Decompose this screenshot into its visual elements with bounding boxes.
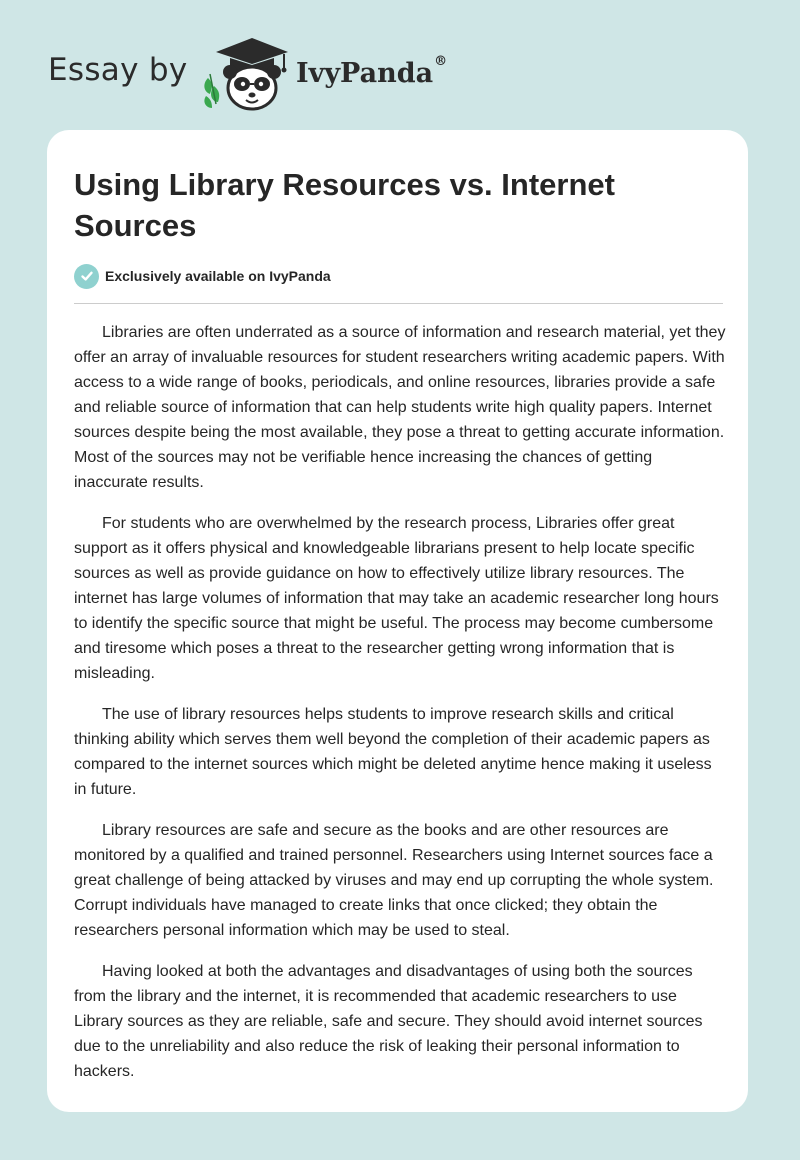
divider — [74, 303, 723, 304]
page-title: Using Library Resources vs. Internet Sources — [74, 167, 615, 243]
paragraph: The use of library resources helps students to improve research skills and critical thinking ability which serves them well beyond the completion of their academic papers as compared to the internet sources which might be deleted anytime hence making it useless in future. — [74, 706, 712, 798]
brand-name[interactable]: IvyPanda® — [296, 54, 448, 89]
panda-logo-icon[interactable] — [200, 34, 292, 112]
essay-card — [47, 130, 748, 1112]
paragraph: Having looked at both the advantages and disadvantages of using both the sources from the library and the internet, it is recommended that academic researchers to use Library sources as they are reliable, safe and secure. They should avoid internet sources due to the unreliability and also reduce the risk of leaking their personal information to hackers. — [74, 963, 703, 1080]
essay-by-label: Essay by — [48, 52, 188, 88]
paragraph: Libraries are often underrated as a source of information and research material, yet they offer an array of invaluable resources for student researchers writing academic papers. With access to a wide range of books, periodicals, and online resources, libraries provide a safe and reliable source of information that can help students write high quality papers. Internet sources despite being the most available, they pose a threat to getting accurate information. Most of the sources may not be verifiable hence increasing the chances of getting inaccurate results. — [74, 324, 726, 491]
registered-mark: ® — [434, 54, 448, 69]
essay-body — [74, 320, 726, 1100]
exclusive-badge — [74, 263, 331, 289]
paragraph: Library resources are safe and secure as the books and are other resources are monitored by a qualified and trained personnel. Researchers using Internet sources face a great challenge of being attacked by viruses and may end up corrupting the whole system. Corrupt individuals have managed to create links that once clicked; they obtain the researchers personal information which may be used to steal. — [74, 822, 714, 939]
site-header — [48, 30, 548, 110]
checkmark-icon — [74, 264, 99, 289]
paragraph: For students who are overwhelmed by the research process, Libraries offer great support as it offers physical and knowledgeable librarians present to help locate specific sources as well as provide guidance on how to effectively utilize library resources. The internet has large volumes of information that may take an academic researcher long hours to identify the specific source that might be useful. The process may become cumbersome and tiresome which poses a threat to the researcher getting wrong information that is misleading. — [74, 515, 719, 682]
exclusive-label: Exclusively available on IvyPanda — [105, 268, 331, 284]
